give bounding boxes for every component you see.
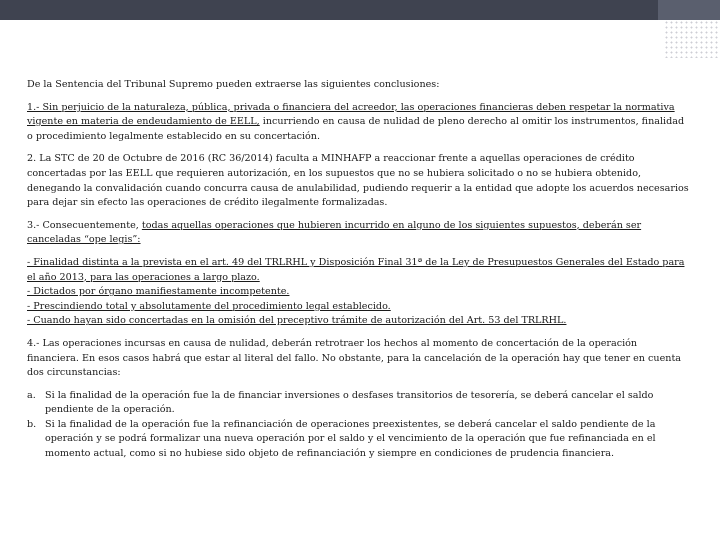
list-item-text: Si la finalidad de la operación fue la de financiar inversiones o desfases transitorios de tesorería, se deberá cancelar el saldo pendiente de la operación. (45, 389, 654, 416)
case-item: - Cuando hayan sido concertadas en la omisión del preceptivo trámite de autorización del Art. 53 del TRLRHL. (27, 315, 567, 327)
conclusion-1-underlined: 1.- Sin perjuicio de la naturaleza, pública, privada o financiera del acreedor, las operaciones financieras deben respetar la normativa vigente en materia de endeudamiento de EELL, (27, 101, 675, 128)
conclusion-1-rest: incurriendo en causa de nulidad de pleno derecho al omitir los instrumentos, finalidad o procedimiento legalmente establecido en su concertación. (27, 116, 685, 142)
circumstances-list (27, 389, 691, 462)
conclusion-3-underlined: todas aquellas operaciones que hubieren incurrido en alguno de los siguientes supuestos, deberán ser canceladas “ope legis”: (27, 219, 642, 246)
conclusion-2: 2. La STC de 20 de Octubre de 2016 (RC 36/2014) faculta a MINHAFP a reaccionar frente a aquellas operaciones de crédito concertadas por las EELL que requieren autorización, en los supuestos que no se hubiera solicitado o no se hubiera obtenido, denegando la convalidación cuando concurra causa de anulabilidad, pudiendo requerir a la entidad que adopte los acuerdos necesarios para dejar sin efecto las operaciones de crédito ilegalmente formalizadas. (27, 153, 689, 209)
conclusion-1 (27, 101, 691, 145)
list-item (27, 418, 691, 462)
list-marker: b. (27, 418, 37, 430)
list-marker: a. (27, 389, 36, 401)
case-item: - Finalidad distinta a la prevista en el art. 49 del TRLRHL y Disposición Final 31ª de la Ley de Presupuestos Generales del Estado para el año 2013, para las operaciones a largo plazo. (27, 256, 685, 283)
cancellation-cases (27, 256, 691, 329)
slide-body (27, 78, 691, 462)
list-item (27, 389, 691, 418)
case-item: - Dictados por órgano manifiestamente incompetente. (27, 286, 290, 298)
conclusion-3 (27, 219, 691, 248)
list-item-text: Si la finalidad de la operación fue la refinanciación de operaciones preexistentes, se deberá cancelar el saldo pendiente de la operación y se podrá formalizar una nueva operación por el saldo y el vencimiento de la operación que fue refinanciada en el momento actual, como si no hubiese sido objeto de refinanciación y siempre en condiciones de prudencia financiera. (45, 418, 656, 460)
decorative-dot-grid (664, 20, 720, 58)
slide-top-bar (0, 0, 720, 20)
case-item: - Prescindiendo total y absolutamente del procedimiento legal establecido. (27, 300, 391, 312)
conclusion-4: 4.- Las operaciones incursas en causa de nulidad, deberán retrotraer los hechos al momento de concertación de la operación financiera. En esos casos habrá que estar al literal del fallo. No obstante, para la cancelación de la operación hay que tener en cuenta dos circunstancias: (27, 337, 682, 379)
conclusion-3-lead: 3.- Consecuentemente, (27, 219, 142, 231)
intro-text: De la Sentencia del Tribunal Supremo pueden extraerse las siguientes conclusiones: (27, 79, 440, 90)
slide-top-bar-accent (658, 0, 720, 20)
